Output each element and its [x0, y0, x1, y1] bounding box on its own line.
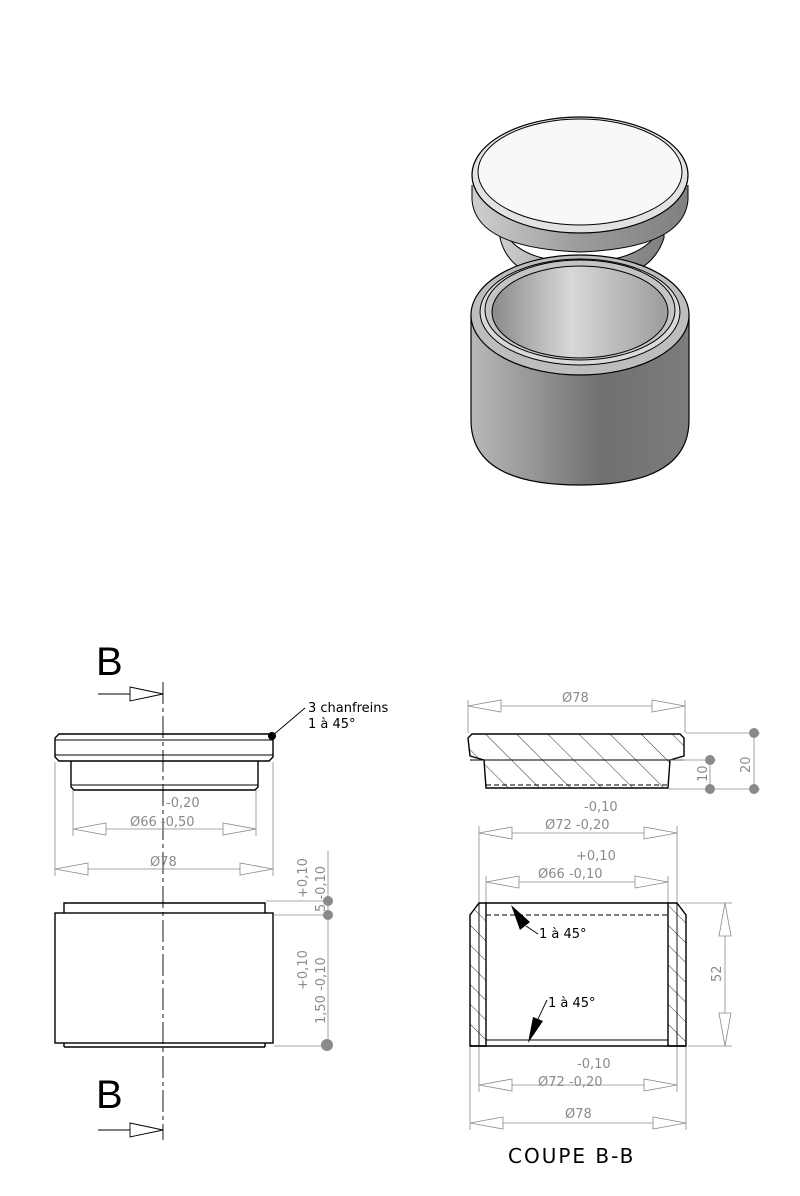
inner-tol-upper: +0,10: [576, 849, 616, 864]
bottom-tol-upper: -0,10: [577, 1057, 611, 1072]
bottom-diameter: Ø72 -0,20: [538, 1075, 603, 1090]
chamfer-note-line1: 3 chanfreins: [308, 701, 389, 716]
step-height: 10: [696, 765, 711, 782]
lid-diameter: Ø78: [150, 855, 177, 870]
side-value: 1,50 -0,10: [314, 957, 329, 1024]
base-section: [470, 903, 686, 1046]
section-label-bottom: B: [96, 1073, 123, 1117]
section-view: [468, 691, 760, 1168]
outer-tol-upper: -0,10: [584, 800, 618, 815]
base-3d: [471, 255, 689, 485]
outer-diameter: Ø72 -0,20: [545, 818, 610, 833]
rim-height: 5 -0,10: [314, 865, 329, 912]
section-arrow-bottom: [130, 1123, 163, 1137]
section-caption: COUPE B-B: [508, 1144, 636, 1168]
base-front-outline: [55, 903, 273, 1047]
lid-section: [468, 734, 684, 788]
height-dim: 52: [710, 965, 725, 982]
spigot-diameter: Ø66 -0,50: [130, 815, 195, 830]
side-tol: +0,10: [296, 950, 311, 990]
section-label-top: B: [96, 640, 123, 684]
inner-diameter: Ø66 -0,10: [538, 867, 603, 882]
chamfer-bottom: 1 à 45°: [548, 996, 596, 1011]
section-lid-diameter: Ø78: [562, 691, 589, 706]
base-diameter: Ø78: [565, 1107, 592, 1122]
section-arrow-top: [130, 687, 163, 701]
rim-height-tol: +0,10: [296, 858, 311, 898]
lid-height: 20: [739, 756, 754, 773]
spigot-tol-upper: -0,20: [166, 796, 200, 811]
front-view: [55, 640, 388, 1140]
chamfer-note-line2: 1 à 45°: [308, 717, 356, 732]
isometric-3d-view: [471, 117, 689, 485]
lid-front-outline: [55, 734, 273, 790]
chamfer-top: 1 à 45°: [539, 927, 587, 942]
